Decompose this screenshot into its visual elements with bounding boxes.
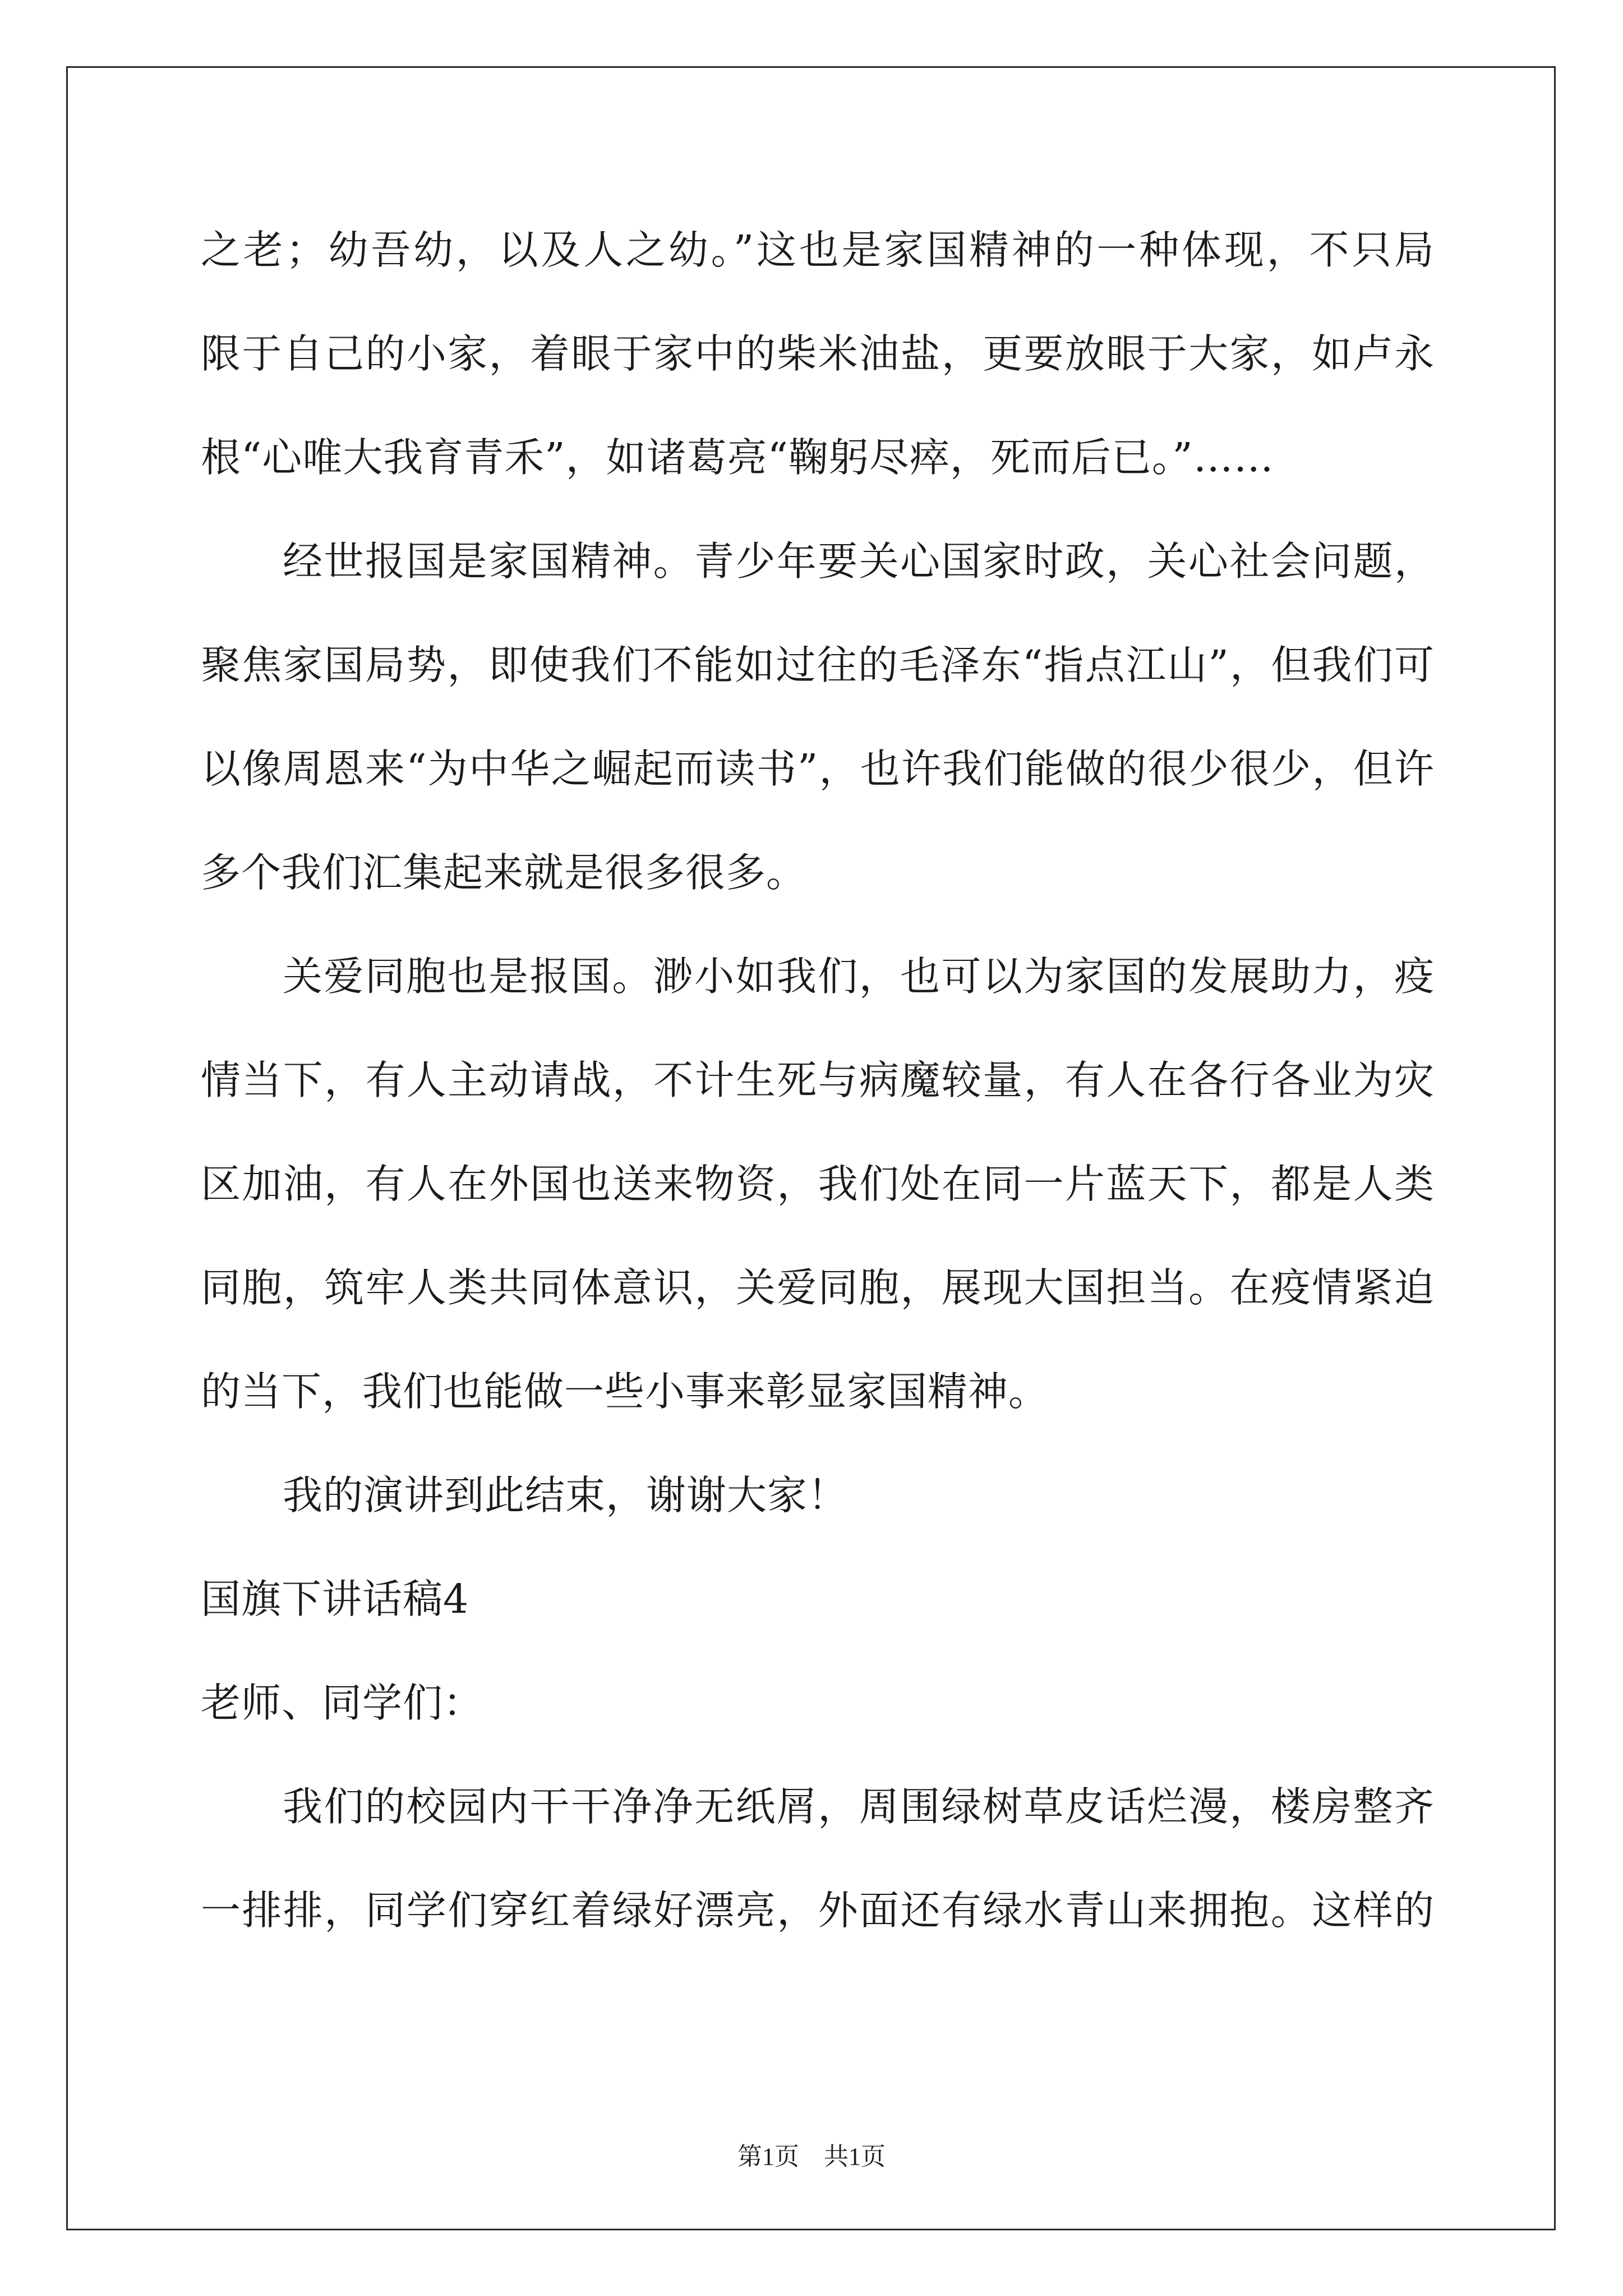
salutation: 老师、同学们： <box>201 1680 484 1726</box>
text-line: 聚焦家国局势，即使我们不能如过往的毛泽东“指点江山”，但我们可 <box>201 642 1435 688</box>
text-line: 根“心唯大我育青禾”，如诸葛亮“鞠躬尽瘁，死而后已。”…… <box>201 434 1274 481</box>
text-line: 多个我们汇集起来就是很多很多。 <box>201 849 807 896</box>
text-line: 同胞，筑牢人类共同体意识，关爱同胞，展现大国担当。在疫情紧迫 <box>201 1264 1435 1311</box>
text-line: 情当下，有人主动请战，不计生死与病魔较量，有人在各行各业为灾 <box>201 1057 1435 1103</box>
page-number-footer: 第1页 共1页 <box>737 2143 886 2170</box>
text-line: 区加油，有人在外国也送来物资，我们处在同一片蓝天下，都是人类 <box>201 1161 1435 1207</box>
text-line: 之老；幼吾幼，以及人之幼。”这也是家国精神的一种体现，不只局 <box>201 227 1435 273</box>
section-heading: 国旗下讲话稿4 <box>201 1576 469 1622</box>
text-line: 的当下，我们也能做一些小事来彰显家国精神。 <box>201 1368 1049 1415</box>
closing-line: 我的演讲到此结束，谢谢大家！ <box>283 1472 849 1519</box>
text-line: 一排排，同学们穿红着绿好漂亮，外面还有绿水青山来拥抱。这样的 <box>201 1887 1435 1934</box>
paragraph-start-line: 经世报国是家国精神。青少年要关心国家时政，关心社会问题， <box>283 538 1435 585</box>
paragraph-start-line: 我们的校园内干干净净无纸屑，周围绿树草皮话烂漫，楼房整齐 <box>283 1783 1435 1830</box>
text-line: 限于自己的小家，着眼于家中的柴米油盐，更要放眼于大家，如卢永 <box>201 330 1435 377</box>
text-line: 以像周恩来“为中华之崛起而读书”，也许我们能做的很少很少，但许 <box>201 746 1435 792</box>
paragraph-start-line: 关爱同胞也是报国。渺小如我们，也可以为家国的发展助力，疫 <box>283 953 1435 1000</box>
